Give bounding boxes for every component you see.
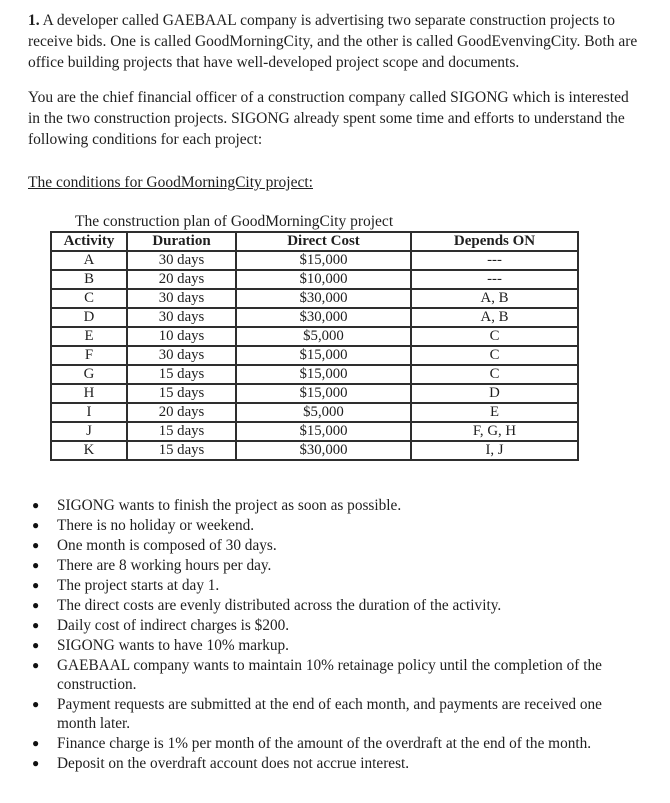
table-row	[51, 384, 578, 403]
cost-cell: $15,000	[236, 346, 411, 365]
depends-cell: F, G, H	[411, 422, 578, 441]
header-activity: Activity	[51, 232, 127, 251]
activity-cell: F	[51, 346, 127, 365]
activity-cell: J	[51, 422, 127, 441]
depends-cell: A, B	[411, 289, 578, 308]
header-direct-cost: Direct Cost	[236, 232, 411, 251]
intro-paragraph	[28, 10, 642, 73]
list-item	[32, 516, 640, 535]
list-item	[32, 576, 640, 595]
cost-cell: $30,000	[236, 441, 411, 460]
list-item	[32, 734, 640, 753]
table-row	[51, 251, 578, 270]
bullet-icon: ●	[32, 658, 40, 672]
cost-cell: $5,000	[236, 327, 411, 346]
problem-number: 1.	[28, 12, 40, 29]
duration-cell: 15 days	[127, 384, 236, 403]
activity-cell: B	[51, 270, 127, 289]
depends-cell: ---	[411, 270, 578, 289]
duration-cell: 30 days	[127, 308, 236, 327]
bullet-icon: ●	[32, 518, 40, 532]
section-heading: The conditions for GoodMorningCity project:	[28, 174, 313, 191]
condition-text: The project starts at day 1.	[57, 577, 220, 594]
table-row	[51, 327, 578, 346]
table-row	[51, 308, 578, 327]
activity-cell: I	[51, 403, 127, 422]
bullet-icon: ●	[32, 736, 40, 750]
conditions-list	[32, 496, 642, 773]
cost-cell: $15,000	[236, 384, 411, 403]
condition-text: The direct costs are evenly distributed across the duration of the activity.	[57, 597, 502, 614]
list-item	[32, 754, 640, 773]
duration-cell: 15 days	[127, 365, 236, 384]
bullet-icon: ●	[32, 756, 40, 770]
cost-cell: $15,000	[236, 365, 411, 384]
cost-cell: $15,000	[236, 422, 411, 441]
depends-cell: ---	[411, 251, 578, 270]
list-item	[32, 496, 640, 515]
depends-cell: D	[411, 384, 578, 403]
table-header-row	[51, 232, 578, 251]
duration-cell: 15 days	[127, 441, 236, 460]
list-item	[32, 695, 640, 733]
condition-text: Payment requests are submitted at the end of each month, and payments are received one month later.	[57, 696, 602, 732]
depends-cell: C	[411, 346, 578, 365]
duration-cell: 30 days	[127, 251, 236, 270]
table-row	[51, 403, 578, 422]
header-depends-on: Depends ON	[411, 232, 578, 251]
list-item	[32, 556, 640, 575]
list-item	[32, 616, 640, 635]
depends-cell: A, B	[411, 308, 578, 327]
bullet-icon: ●	[32, 578, 40, 592]
activity-cell: G	[51, 365, 127, 384]
intro-paragraph-text: A developer called GAEBAAL company is advertising two separate construction projects to receive bids. One is called GoodMorningCity, and the other is called GoodEvenvingCity. Both are office building projects that have well-developed project scope and documents.	[28, 12, 638, 71]
list-item	[32, 656, 640, 694]
condition-text: One month is composed of 30 days.	[57, 537, 277, 554]
table-row	[51, 365, 578, 384]
cost-cell: $30,000	[236, 289, 411, 308]
duration-cell: 30 days	[127, 346, 236, 365]
cost-cell: $30,000	[236, 308, 411, 327]
depends-cell: C	[411, 327, 578, 346]
activity-cell: C	[51, 289, 127, 308]
condition-text: There are 8 working hours per day.	[57, 557, 272, 574]
duration-cell: 20 days	[127, 403, 236, 422]
condition-text: GAEBAAL company wants to maintain 10% retainage policy until the completion of the construction.	[57, 657, 602, 693]
activity-cell: K	[51, 441, 127, 460]
condition-text: Deposit on the overdraft account does not accrue interest.	[57, 755, 410, 772]
depends-cell: C	[411, 365, 578, 384]
activity-cell: A	[51, 251, 127, 270]
table-row	[51, 346, 578, 365]
duration-cell: 10 days	[127, 327, 236, 346]
list-item	[32, 536, 640, 555]
activity-cell: H	[51, 384, 127, 403]
duration-cell: 20 days	[127, 270, 236, 289]
table-row	[51, 441, 578, 460]
condition-text: Finance charge is 1% per month of the amount of the overdraft at the end of the month.	[57, 735, 592, 752]
table-row	[51, 289, 578, 308]
cost-cell: $15,000	[236, 251, 411, 270]
table-row	[51, 422, 578, 441]
construction-plan-table	[50, 231, 579, 461]
condition-text: There is no holiday or weekend.	[57, 517, 255, 534]
table-row	[51, 270, 578, 289]
activity-cell: D	[51, 308, 127, 327]
role-paragraph: You are the chief financial officer of a construction company called SIGONG which is interested in the two construction projects. SIGONG already spent some time and efforts to understand the following conditions for each project:	[28, 89, 629, 148]
duration-cell: 15 days	[127, 422, 236, 441]
bullet-icon: ●	[32, 538, 40, 552]
bullet-icon: ●	[32, 558, 40, 572]
condition-text: SIGONG wants to finish the project as soon as possible.	[57, 497, 402, 514]
list-item	[32, 596, 640, 615]
condition-text: Daily cost of indirect charges is $200.	[57, 617, 290, 634]
depends-cell: I, J	[411, 441, 578, 460]
condition-text: SIGONG wants to have 10% markup.	[57, 637, 289, 654]
bullet-icon: ●	[32, 498, 40, 512]
list-item	[32, 636, 640, 655]
cost-cell: $5,000	[236, 403, 411, 422]
bullet-icon: ●	[32, 638, 40, 652]
duration-cell: 30 days	[127, 289, 236, 308]
table-caption: The construction plan of GoodMorningCity project	[75, 213, 394, 230]
depends-cell: E	[411, 403, 578, 422]
header-duration: Duration	[127, 232, 236, 251]
activity-cell: E	[51, 327, 127, 346]
bullet-icon: ●	[32, 618, 40, 632]
bullet-icon: ●	[32, 598, 40, 612]
bullet-icon: ●	[32, 697, 40, 711]
cost-cell: $10,000	[236, 270, 411, 289]
